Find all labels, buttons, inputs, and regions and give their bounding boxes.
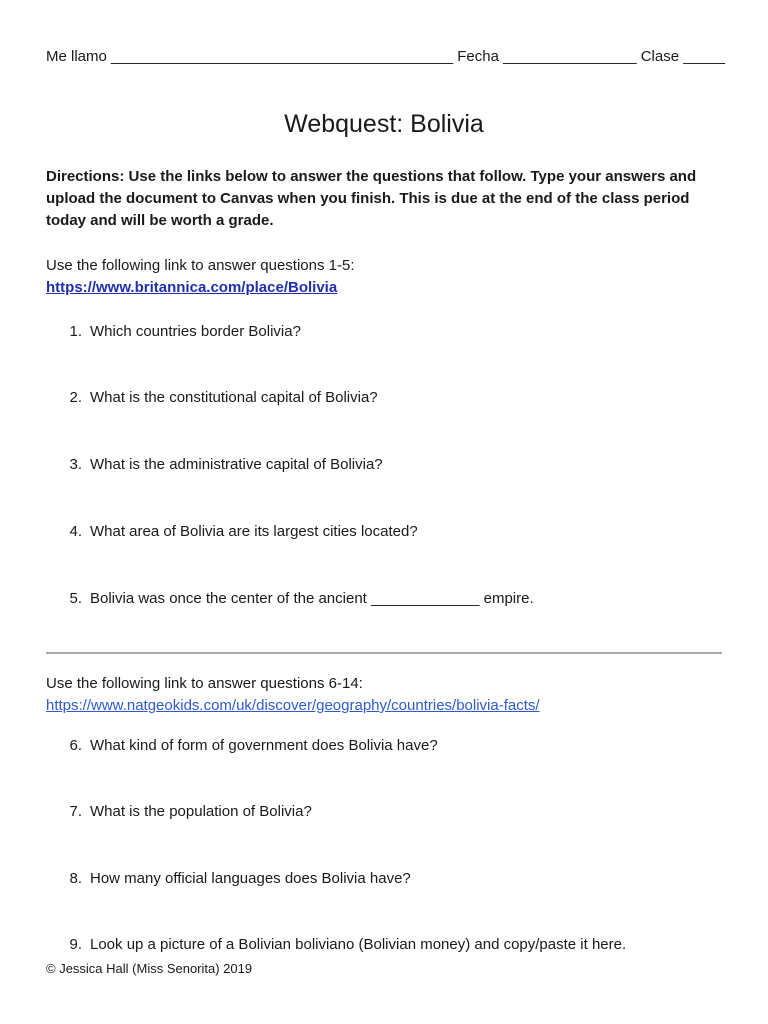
question-3 <box>46 456 383 473</box>
question-number: 6. <box>69 737 82 754</box>
question-5 <box>46 590 534 607</box>
question-number: 5. <box>69 590 82 607</box>
question-number: 1. <box>69 323 82 340</box>
question-1 <box>46 323 301 340</box>
question-8 <box>46 870 411 887</box>
section1-intro: Use the following link to answer questions 1-5: <box>46 257 355 274</box>
page-title: Webquest: Bolivia <box>284 110 484 138</box>
question-text: What area of Bolivia are its largest cities located? <box>90 523 418 540</box>
question-number: 2. <box>69 389 82 406</box>
question-text: What is the population of Bolivia? <box>90 803 312 820</box>
question-6 <box>46 737 438 754</box>
britannica-link[interactable]: https://www.britannica.com/place/Bolivia <box>46 279 338 296</box>
question-text: How many official languages does Bolivia have? <box>90 870 411 887</box>
question-text: Bolivia was once the center of the ancient _____________ empire. <box>90 590 534 607</box>
directions-paragraph: Directions: Use the links below to answer the questions that follow. Type your answers and upload the document to Canvas when you finish. This is due at the end of the class period today and will be worth a grade. <box>46 168 697 229</box>
question-number: 9. <box>69 936 82 953</box>
section-divider <box>46 652 722 654</box>
question-number: 8. <box>69 870 82 887</box>
question-text: What is the administrative capital of Bolivia? <box>90 456 383 473</box>
question-number: 7. <box>69 803 82 820</box>
question-9 <box>46 936 626 953</box>
copyright-footer: © Jessica Hall (Miss Senorita) 2019 <box>46 961 253 976</box>
question-text: What is the constitutional capital of Bolivia? <box>90 389 378 406</box>
natgeokids-link[interactable]: https://www.natgeokids.com/uk/discover/geography/countries/bolivia-facts/ <box>46 697 540 714</box>
section2-intro: Use the following link to answer questions 6-14: <box>46 675 363 692</box>
question-text: Which countries border Bolivia? <box>90 323 301 340</box>
question-number: 3. <box>69 456 82 473</box>
name-date-class-line: Me llamo _________________________________________ Fecha ________________ Clase _____ <box>46 48 725 65</box>
question-text: Look up a picture of a Bolivian boliviano (Bolivian money) and copy/paste it here. <box>90 936 627 953</box>
question-7 <box>46 803 312 820</box>
question-text: What kind of form of government does Bolivia have? <box>90 737 438 754</box>
question-4 <box>46 523 418 540</box>
question-number: 4. <box>69 523 82 540</box>
question-2 <box>46 389 378 406</box>
